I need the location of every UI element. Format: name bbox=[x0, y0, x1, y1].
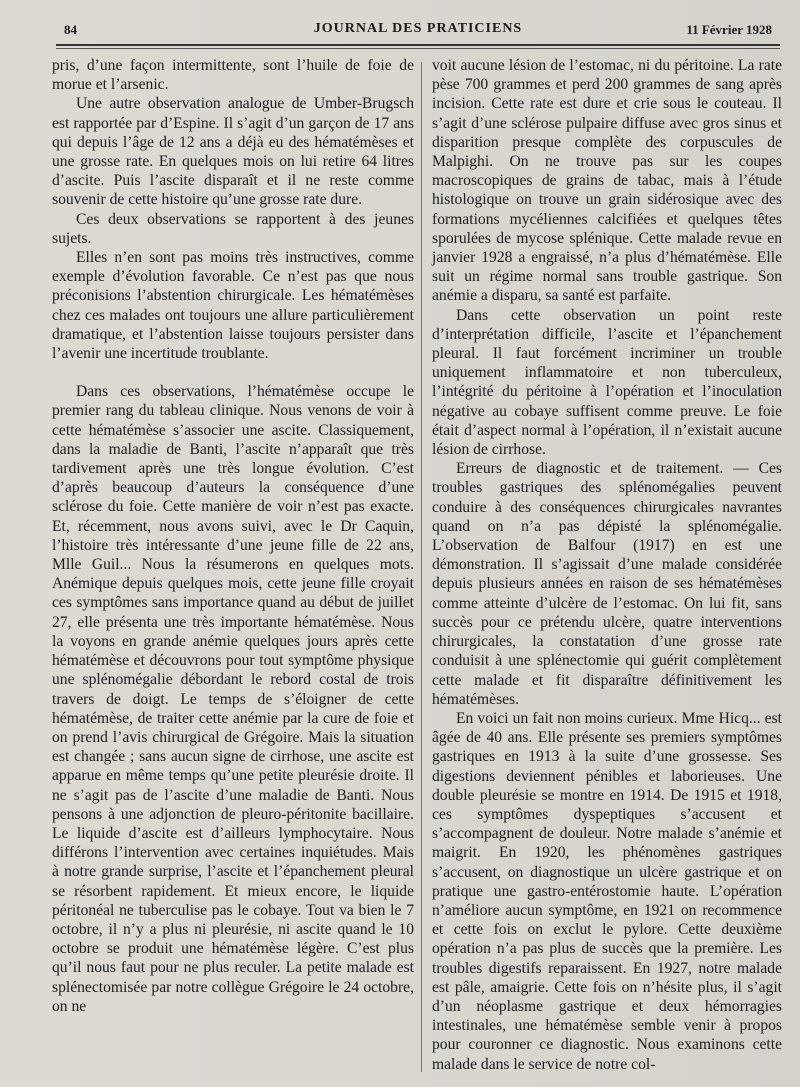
left-column bbox=[52, 56, 414, 1016]
paragraph: En voici un fait non moins curieux. Mme Hicq... est âgée de 40 ans. Elle présente ses premiers symptômes gastriques en 1913 à la suite d’une grossesse. Ses digestions deviennent pénibles et laborieuses. Une double pleurésie se montre en 1914. De 1915 et 1918, ces symptômes dyspeptiques s’accusent et s’accompagnent de douleur. Notre malade s’anémie et maigrit. En 1920, les phénomènes gastriques s’accusent, on diagnostique un ulcère gastrique et on pratique une gastro-entérostomie haute. L’opération n’améliore aucun symptôme, en 1921 on recommence et cette fois on exclut le pylore. Cette deuxième opération n’a pas plus de succès que la première. Les troubles digestifs reparaissent. En 1927, notre malade est pâle, amaigrie. Cette fois on n’hésite plus, il s’agit d’un néoplasme gastrique et deux hémorragies intestinales, une hématémèse semble venir à propos pour couronner ce diagnostic. Nous examinons cette malade dans le service de notre col- bbox=[432, 709, 782, 1073]
running-header bbox=[56, 20, 780, 42]
paragraph: Dans ces observations, l’hématémèse occupe le premier rang du tableau clinique. Nous venons de voir à cette hématémèse s’associer une ascite. Classiquement, dans la maladie de Banti, l’ascite n’apparaît que très tardivement après une très longue évolution. C’est d’après beaucoup d’auteurs la conséquence d’une sclérose du foie. Cette manière de voir n’est pas exacte. Et, récemment, nous avons suivi, avec le Dr Caquin, l’histoire très intéressante d’une jeune fille de 22 ans, Mlle Guil... Nous la résumerons en quelques mots. Anémique depuis quelques mois, cette jeune fille croyait ces symptômes sans importance quand au début de juillet 27, elle présenta une très importante hématémèse. Nous la voyons en grande anémie quelques jours après cette hématémèse et découvrons pour tout symptôme physique une splénomégalie débordant le rebord costal de trois travers de doigt. Le temps de s’éloigner de cette hématémèse, de traiter cette anémie par la cure de foie et on prend l’avis chirurgical de Grégoire. Mais la situation est changée ; sans aucun signe de cirrhose, une ascite est apparue en même temps qu’une petite pleurésie droite. Il ne s’agit pas de l’ascite d’une maladie de Banti. Nous pensons à une adjonction de pleuro-péritonite bacillaire. Le liquide d’ascite est d’ailleurs lymphocytaire. Nous différons l’intervention avec certaines inquiétudes. Mais à notre grande surprise, l’ascite et l’épanchement pleural se résorbent rapidement. Et mieux encore, le liquide péritonéal ne tuberculise pas le cobaye. Tout va bien le 7 octobre, il n’y a plus ni pleurésie, ni ascite quand le 10 octobre se produit une hématémèse légère. C’est plus qu’il nous faut pour ne plus reculer. La petite malade est splénectomisée par notre collègue Grégoire le 24 octobre, on ne bbox=[52, 383, 414, 1015]
page-number: 84 bbox=[64, 22, 77, 37]
column-divider bbox=[421, 62, 422, 1072]
issue-date: 11 Février 1928 bbox=[686, 22, 772, 37]
right-column bbox=[432, 56, 782, 1074]
paragraph: Dans cette observation un point reste d’interprétation difficile, l’ascite et l’épanchement pleural. Il faut forcément incriminer un trouble uniquement inflammatoire et non tuberculeux, l’intégrité du péritoine à l’opération et l’inoculation négative au cobaye suffisent comme preuve. Le foie était d’aspect normal à l’opération, il n’existait aucune lésion de cirrhose. bbox=[432, 306, 782, 459]
paragraph: Une autre observation analogue de Umber-Brugsch est rapportée par d’Espine. Il s’agit d’un garçon de 17 ans qui depuis l’âge de 12 ans a déjà eu des hématémèses et une grosse rate. En quelques mois on lui retire 64 litres d’ascite. Puis l’ascite disparaît et il ne reste comme souvenir de cette histoire qu’une grosse rate dure. bbox=[52, 95, 414, 209]
header-rule-thin bbox=[56, 48, 780, 49]
paragraph: pris, d’une façon intermittente, sont l’huile de foie de morue et l’arsenic. bbox=[52, 57, 414, 94]
paragraph: Elles n’en sont pas moins très instructives, comme exemple d’évolution favorable. Ce n’est pas que nous préconisions l’abstention chirurgicale. Les hématémèses chez ces malades ont toujours une allure particulièrement dramatique, et l’abstention laisse toujours persister dans l’avenir une incertitude troublante. bbox=[52, 249, 414, 363]
paragraph: voit aucune lésion de l’estomac, ni du péritoine. La rate pèse 700 grammes et perd 200 grammes de sang après incision. Cette rate est dure et crie sous le couteau. Il s’agit d’une sclérose pulpaire diffuse avec gros sinus et disparition presque complète des corpuscules de Malpighi. On ne trouve pas sur les coupes macroscopiques de grains de tabac, mais à l’étude histologique on trouve un grain sidérosique avec des formations mycéliennes calcifiées et quelques têtes sporulées de mycose splénique. Cette malade revue en janvier 1928 a engraissé, n’a plus d’hématémèse. Elle suit un régime normal sans trouble gastrique. Son anémie a disparu, sa santé est parfaite. bbox=[432, 57, 782, 305]
paragraph: Ces deux observations se rapportent à des jeunes sujets. bbox=[52, 210, 414, 247]
header-rule bbox=[56, 44, 780, 46]
journal-title: JOURNAL DES PRATICIENS bbox=[313, 21, 523, 36]
section-paragraph: Erreurs de diagnostic et de traitement. — Ces troubles gastriques des splénomégalies peuvent conduire à des conséquences chirurgicales navrantes quand on n’a pas dépisté la splénomégalie. L’observation de Balfour (1917) en est une démonstration. Il s’agissait d’une malade considérée depuis plusieurs années en raison de ses hématémèses comme atteinte d’ulcère de l’estomac. On lui fit, sans succès pour ce prétendu ulcère, quatre interventions chirurgicales, la constatation d’une grosse rate conduisit à une splénectomie qui guérit complètement cette malade et fit disparaître définitivement les hématémèses. bbox=[432, 460, 782, 708]
